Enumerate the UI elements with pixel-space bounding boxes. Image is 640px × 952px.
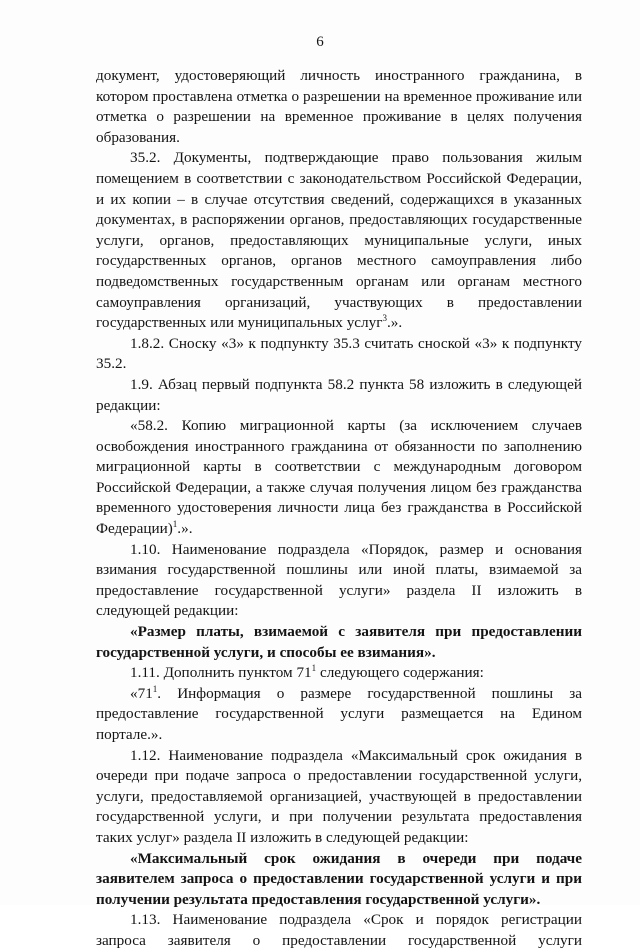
page-number: 6 (316, 34, 324, 50)
footnote-mark: 1 (172, 519, 178, 529)
paragraph: 35.2. Документы, подтверждающие право пользования жилым помещением в соответствии с законодательством Российской Федерации, и их копии – в случае отсутствия сведений, содержащихся в указанных документах, в распоряжении органов, предоставляющих государственные услуги, органов, предоставляющих муниципальные услуги, иных государственных органов, органов местного самоуправления либо подведомственных государственным органам или органам местного самоуправления организаций, участвующих в предоставлении государственных или муниципальных услуг$^3$.». (96, 149, 582, 332)
superscript: 1 (152, 683, 158, 694)
paragraph: 1.11. Дополнить пунктом $71^1$ следующего содержания: (130, 663, 484, 682)
paragraph: «58.2. Копию миграционной карты (за исключением случаев освобождения иностранного гражданина от обязанности по заполнению миграционной карты в соответствии с международным договором Российской Федерации, а также случая получения лицом без гражданства временного удостоверения личности лица без гражданства в Российской Федерации)$^1$.». (96, 417, 582, 538)
superscript: 1 (311, 663, 317, 674)
document-body (96, 66, 582, 952)
subsection-heading: «Размер платы, взимаемой с заявителя при предоставлении государственной услуги, и способы ее взимания». (96, 623, 582, 661)
paragraph: документ, удостоверяющий личность иностранного гражданина, в котором проставлена отметка о разрешении на временное проживание или отметка о разрешении на временное проживание в целях получения образования. (96, 67, 582, 146)
paragraph: 1.9. Абзац первый подпункта 58.2 пункта 58 изложить в следующей редакции: (96, 375, 582, 414)
paragraph: 1.12. Наименование подраздела «Максимальный срок ожидания в очереди при подаче запроса о предоставлении государственной услуги, услуги, предоставляемой организацией, участвующей в предоставлении государственной услуги, и при получении результата предоставления таких услуг» раздела II изложить в следующей редакции: (96, 746, 582, 846)
subsection-heading: «Максимальный срок ожидания в очереди при подаче заявителем запроса о предоставлении государственной услуги и при получении результата предоставления государственной услуги». (96, 849, 582, 908)
footnote-mark: 3 (382, 313, 387, 324)
paragraph: 1.13. Наименование подраздела «Срок и порядок регистрации запроса заявителя о предоставлении государственной услуги (96, 911, 582, 949)
paragraph: «$71^1$. Информация о размере государственной пошлины за предоставление государственной услуги размещается на Едином портале.». (96, 683, 582, 743)
paragraph: 1.8.2. Сноску «3» к подпункту 35.3 считать сноской «3» к подпункту 35.2. (96, 334, 582, 373)
paragraph: 1.10. Наименование подраздела «Порядок, размер и основания взимания государственной пошлины или иной платы, взимаемой за предоставление государственной услуги» раздела II изложить в следующей редакции: (96, 540, 582, 620)
